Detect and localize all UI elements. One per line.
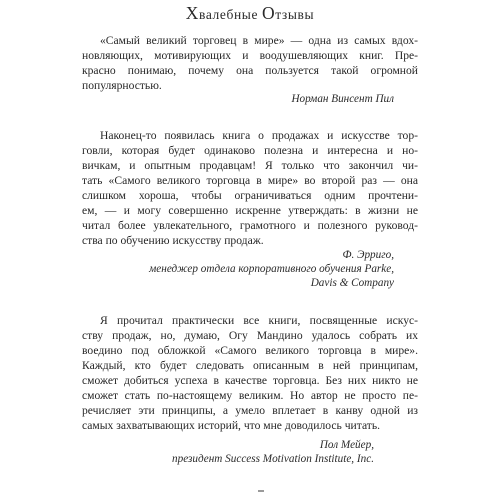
heading-first-rest: валебные — [199, 7, 263, 22]
testimonial-2-line-1: Наконец-то появилась книга о продажах и искусстве тор- — [100, 129, 418, 142]
testimonial-2-line-4: тать «Самого великого торговца в мире» во второй раз — она — [82, 174, 418, 187]
testimonial-2-line-2: говли, которая будет одинаково полезна и интересна и но- — [82, 144, 418, 157]
testimonial-2-line-5: слишком хороша, чтобы ограничиваться одним прочтени- — [82, 189, 418, 202]
testimonial-3-line-5: сможет добиться успеха в качестве торговца. Без них никто не — [82, 374, 418, 387]
testimonial-2-position-line-2: Davis & Company — [310, 277, 394, 289]
testimonial-2-position-line-1: менеджер отдела корпоративного обучения Parke, — [149, 263, 394, 275]
testimonial-3-line-3: воедино под обложкой «Самого великого торговца в мире». — [82, 344, 418, 357]
testimonial-2-line-3: вичкам, и опытным продавцам! Я только что закончил чи- — [82, 159, 418, 172]
testimonial-3-line-6: сможет стать по-настоящему великим. Но автор не просто пе- — [82, 389, 418, 402]
testimonial-1-line-4: популярностью. — [82, 79, 162, 92]
testimonial-1-author: Норман Винсент Пил — [291, 93, 394, 105]
testimonial-2-line-7: читал более увлекательного, грамотного и полезного руковод- — [82, 219, 418, 232]
testimonial-2-line-6: ем, — и могу совершенно искренне утверждать: в жизни не — [82, 204, 418, 217]
page-heading — [0, 3, 500, 25]
page-bottom-mark — [258, 490, 264, 492]
testimonial-3-position-line-1: президент Success Motivation Institute, Inc. — [172, 453, 374, 465]
heading-second-big-letter: О — [262, 3, 276, 23]
testimonial-1-line-1: «Самый великий торговец в мире» — одна из самых вдох- — [100, 34, 418, 47]
testimonial-3-line-7: речисляет эти принципы, а умело вплетает в канву одной из — [82, 404, 418, 417]
heading-first-big-letter: Х — [185, 3, 200, 23]
testimonial-3-line-4: Каждый, кто будет следовать описанным в ней принципам, — [82, 359, 418, 372]
testimonial-3-line-2: ству продаж, но, думаю, Огу Мандино удалось собрать их — [82, 329, 418, 342]
heading-second-rest: тзывы — [275, 7, 315, 22]
testimonial-3-line-1: Я прочитал практически все книги, посвященные искус- — [100, 314, 418, 327]
testimonial-1-line-2: новляющих, мотивирующих и воодушевляющих книг. Пре- — [82, 49, 418, 62]
testimonial-1-line-3: красно понимаю, почему она пользуется такой огромной — [82, 64, 418, 77]
testimonial-2-line-8: ства по обучению искусству продаж. — [82, 234, 264, 247]
testimonial-3-author: Пол Мейер, — [319, 439, 374, 451]
testimonial-2-author: Ф. Эрриго, — [342, 249, 394, 261]
testimonial-3-line-8: самых захватывающих историй, что мне доводилось читать. — [82, 419, 381, 432]
